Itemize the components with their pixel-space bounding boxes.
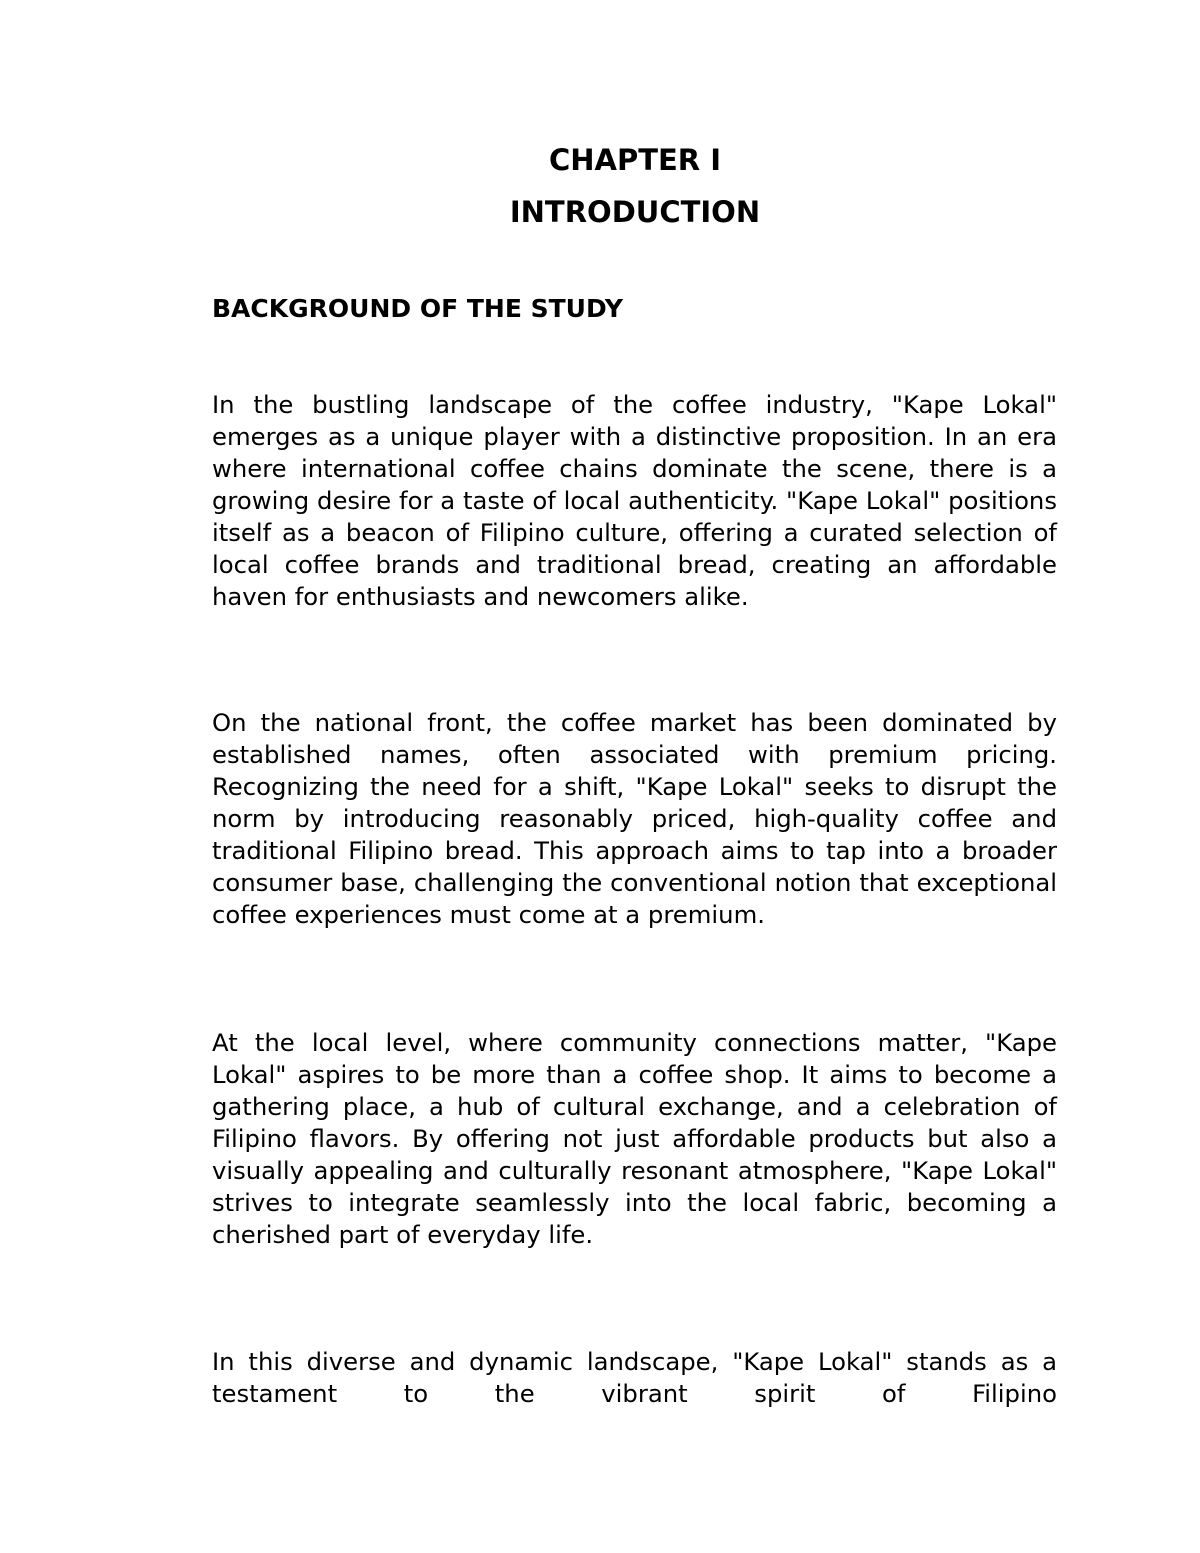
paragraph: In this diverse and dynamic landscape, "Kape Lokal" stands as a testament to the vibrant spirit of Filipino bbox=[212, 1347, 1057, 1408]
chapter-number: CHAPTER I bbox=[548, 143, 722, 177]
paragraph: At the local level, where community connections matter, "Kape Lokal" aspires to be more than a coffee shop. It aims to become a gathering place, a hub of cultural exchange, and a celebration of Filipino flavors. By offering not just affordable products but also a visually appealing and culturally resonant atmosphere, "Kape Lokal" strives to integrate seamlessly into the local fabric, becoming a cherished part of everyday life. bbox=[212, 1028, 1057, 1249]
paragraph: In the bustling landscape of the coffee industry, "Kape Lokal" emerges as a unique player with a distinctive proposition. In an era where international coffee chains dominate the scene, there is a growing desire for a taste of local authenticity. "Kape Lokal" positions itself as a beacon of Filipino culture, offering a curated selection of local coffee brands and traditional bread, creating an affordable haven for enthusiasts and newcomers alike. bbox=[212, 390, 1057, 611]
chapter-title: INTRODUCTION bbox=[509, 195, 761, 229]
paragraph: On the national front, the coffee market has been dominated by established names, often associated with premium pricing. Recognizing the need for a shift, "Kape Lokal" seeks to disrupt the norm by introducing reasonably priced, high-quality coffee and traditional Filipino bread. This approach aims to tap into a broader consumer base, challenging the conventional notion that exceptional coffee experiences must come at a premium. bbox=[212, 708, 1057, 929]
section-heading: BACKGROUND OF THE STUDY bbox=[212, 294, 624, 323]
